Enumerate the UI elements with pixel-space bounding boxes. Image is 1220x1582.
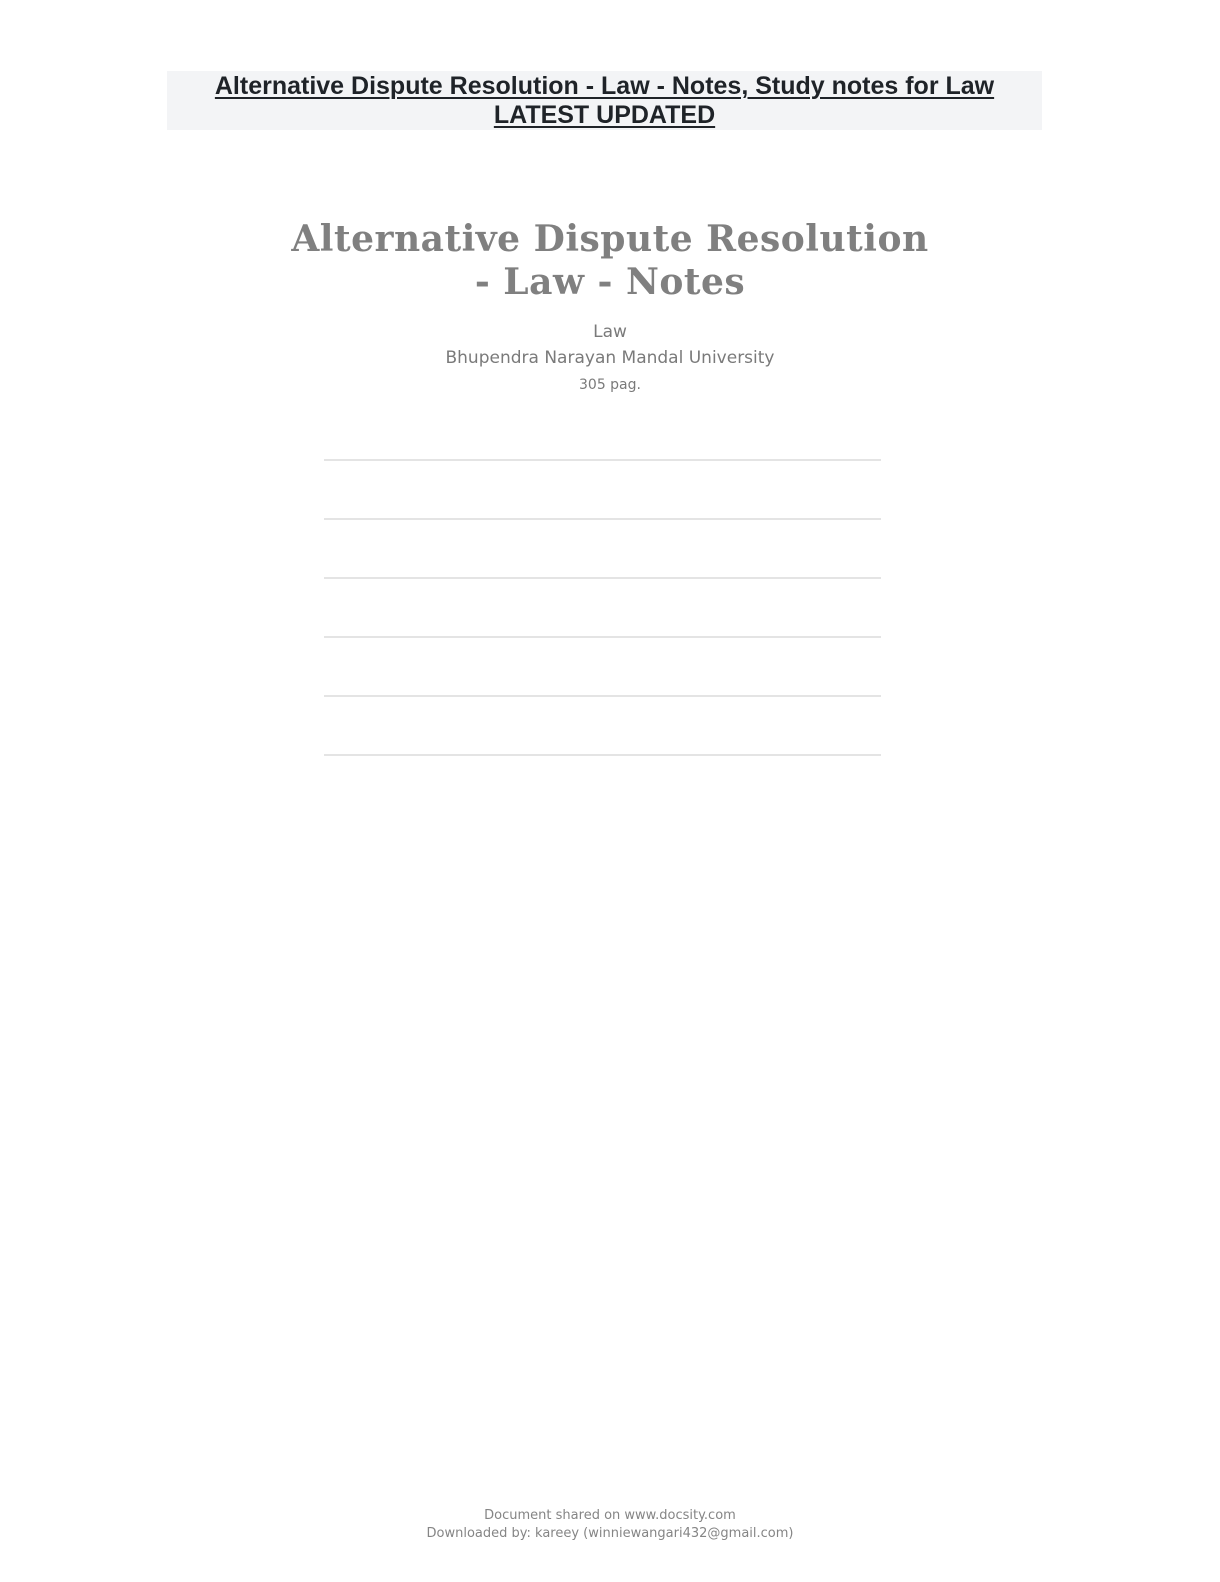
document-page-count: 305 pag. [579,377,641,393]
divider-line [324,754,881,756]
divider-line [324,577,881,579]
document-title-line-2: - Law - Notes [474,261,746,303]
header-title-link[interactable] [167,72,1042,130]
divider-line [324,459,881,461]
footer-shared-note: Document shared on www.docsity.com [484,1508,736,1523]
document-title [0,218,1220,304]
header-title-line-2[interactable]: LATEST UPDATED [493,101,716,129]
document-title-line-1: Alternative Dispute Resolution [291,218,929,260]
divider-line [324,695,881,697]
footer-downloaded-note: Downloaded by: kareey (winniewangari432@gmail.com) [426,1526,794,1541]
document-university: Bhupendra Narayan Mandal University [445,348,775,368]
header-title-line-1[interactable]: Alternative Dispute Resolution - Law - Notes, Study notes for Law [214,72,995,100]
divider-line [324,636,881,638]
divider-line [324,518,881,520]
header-banner [167,71,1042,130]
document-subject: Law [593,322,627,342]
